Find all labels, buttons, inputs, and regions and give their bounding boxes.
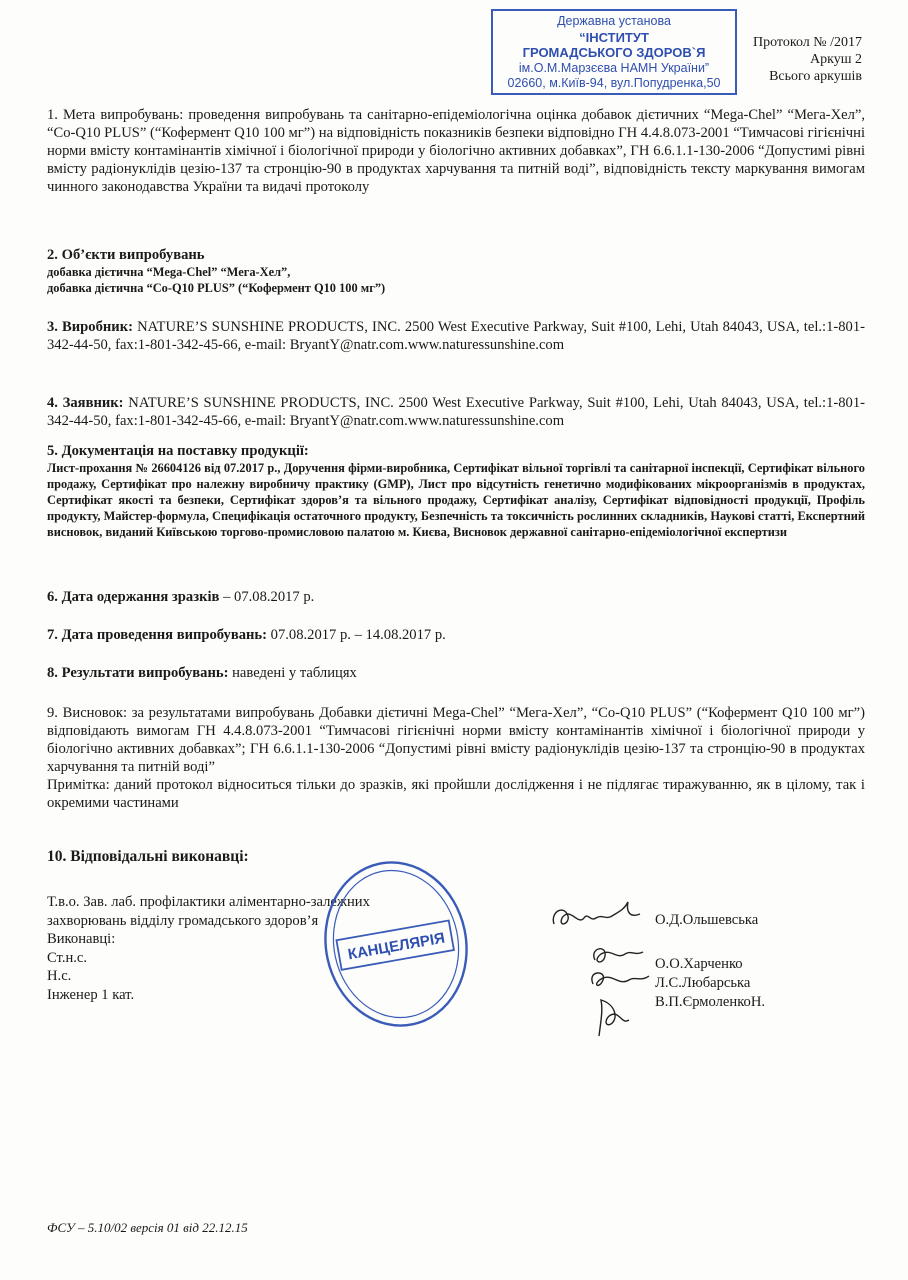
section-purpose: 1. Мета випробувань: проведення випробувань та санітарно-епідеміологічна оцінка добавок дієтичних “Mega-Chel” “Мега-Хел”, “Co-Q10 PLUS” (“Кофермент Q10 100 мг”) на відповідність показників безпеки відповідно ГН 4.4.8.073-2001 “Тимчасові гігієнічні норми вмісту контамінантів хімічної і біологічної природи у біологічно активних добавках”, ГН 6.6.1.1-130-2006 “Допустимі рівні вмісту радіонуклідів цезію-137 та стронцію-90 в продуктах харчування та питній воді”, відповідність тексту маркування вимогам чинного законодавства України та видачі протоколу <box>47 107 865 195</box>
section-receipt-date <box>47 588 865 606</box>
protocol-total: Всього аркушів <box>769 69 862 84</box>
section-objects-title: 2. Об’єкти випробувань <box>47 247 205 263</box>
documentation-text: Лист-прохання № 26604126 від 07.2017 р., Доручення фірми-виробника, Сертифікат вільної торгівлі та санітарної інспекції, Сертифікат вільного продажу, Сертифікат про належну виробничу практику (GMP), Лист про відсутність генетично модифікованих мікроорганізмів в продуктах, Сертифікат якості та безпеки, Сертифікат здоров’я та вільного продажу, Сертифікат аналізу, Сертифікат відповідності продукції, Профіль продукту, Майстер-формула, Специфікація остаточного продукту, Безпечність та токсичність рослинних складників, Наукові статті, Експертний висновок, виданий Київською торгово-промисловою палатою м. Києва, Висновок державної санітарно-епідеміологічної експертизи <box>47 461 865 539</box>
section-objects <box>47 246 865 296</box>
receipt-date-value: – 07.08.2017 р. <box>219 589 315 605</box>
stamp-line-2: “ІНСТИТУТ <box>579 29 649 45</box>
protocol-meta <box>753 34 862 85</box>
role-senior-researcher: Ст.н.с. <box>47 949 88 966</box>
section-test-date <box>47 626 865 644</box>
stamp-line-3: ГРОМАДСЬКОГО ЗДОРОВ`Я <box>522 45 706 60</box>
applicant-text: NATURE’S SUNSHINE PRODUCTS, INC. 2500 West Executive Parkway, Suit #100, Lehi, Utah 84043, USA, tel.:1-801-342-44-50, fax:1-801-342-45-66, e-mail: BryantY@natr.com.www.naturessunshine.com <box>47 395 865 429</box>
round-stamp-center: КАНЦЕЛЯРІЯ <box>346 929 447 964</box>
section-results <box>47 664 865 682</box>
role-head-2: захворювань відділу громадського здоров’я <box>47 912 319 929</box>
results-label: 8. Результати випробувань: <box>47 665 229 681</box>
applicant-label: 4. Заявник: <box>47 395 124 411</box>
office-round-stamp <box>322 858 470 1030</box>
results-value: наведені у таблицях <box>228 665 357 681</box>
section-executors-title: 10. Відповідальні виконавці: <box>47 848 249 865</box>
stamp-line-5: 02660, м.Київ-94, вул.Попудренка,50 <box>507 76 721 90</box>
role-executors: Виконавці: <box>47 931 116 947</box>
institute-stamp <box>491 9 737 95</box>
section-applicant <box>47 394 865 430</box>
signatures-executors <box>585 940 657 1040</box>
executor-name-4: В.П.ЄрмоленкоН. <box>655 994 766 1010</box>
role-engineer: Інженер 1 кат. <box>47 986 135 1003</box>
executor-names <box>655 955 765 1012</box>
signature-olshevska <box>548 898 648 936</box>
section-manufacturer <box>47 318 865 354</box>
test-date-label: 7. Дата проведення випробувань: <box>47 627 268 643</box>
manufacturer-label: 3. Виробник: <box>47 319 133 335</box>
stamp-line-4: ім.О.М.Марзєєва НАМН України” <box>518 60 710 75</box>
test-date-value: 07.08.2017 р. – 14.08.2017 р. <box>267 627 446 643</box>
executor-name-1: О.Д.Ольшевська <box>655 912 759 928</box>
section-documentation <box>47 442 865 540</box>
protocol-number: Протокол № /2017 <box>753 35 862 50</box>
stamp-line-1: Державна установа <box>557 14 671 28</box>
role-researcher: Н.с. <box>47 968 72 984</box>
documentation-title: 5. Документація на поставку продукції: <box>47 443 309 459</box>
receipt-date-label: 6. Дата одержання зразків <box>47 589 220 605</box>
conclusion-note: Примітка: даний протокол відноситься тільки до зразків, які пройшли дослідження і не підлягає тиражуванню, як в цілому, так і окремими частинами <box>47 777 865 811</box>
object-item-1: добавка дієтична “Mega-Chel” “Мега-Хел”, <box>47 265 291 279</box>
conclusion-text: 9. Висновок: за результатами випробувань Добавки дієтичні Mega-Chel” “Мега-Хел”, “Co-Q10 PLUS” (“Кофермент Q10 100 мг”) відповідають вимогам ГН 4.4.8.073-2001 “Тимчасові гігієнічні норми вмісту контамінантів хімічної і біологічної природи у біологічно активних добавках”; ГН 6.6.1.1-130-2006 “Допустимі рівні вмісту радіонуклідів цезію-137 та стронцію-90 в продуктах харчування та питній воді” <box>47 705 865 775</box>
section-conclusion <box>47 704 865 812</box>
protocol-sheet: Аркуш 2 <box>810 52 862 67</box>
object-item-2: добавка дієтична “Co-Q10 PLUS” (“Кофермент Q10 100 мг”) <box>47 281 386 295</box>
manufacturer-text: NATURE’S SUNSHINE PRODUCTS, INC. 2500 West Executive Parkway, Suit #100, Lehi, Utah 84043, USA, tel.:1-801-342-44-50, fax:1-801-342-45-66, e-mail: BryantY@natr.com.www.naturessunshine.com <box>47 319 865 353</box>
role-head-1: Т.в.о. Зав. лаб. профілактики аліментарно-залежних <box>47 894 370 910</box>
document-footer: ФСУ – 5.10/02 версія 01 від 22.12.15 <box>47 1220 248 1235</box>
executor-name-2: О.О.Харченко <box>655 956 743 972</box>
executor-name-3: Л.С.Любарська <box>655 975 751 991</box>
